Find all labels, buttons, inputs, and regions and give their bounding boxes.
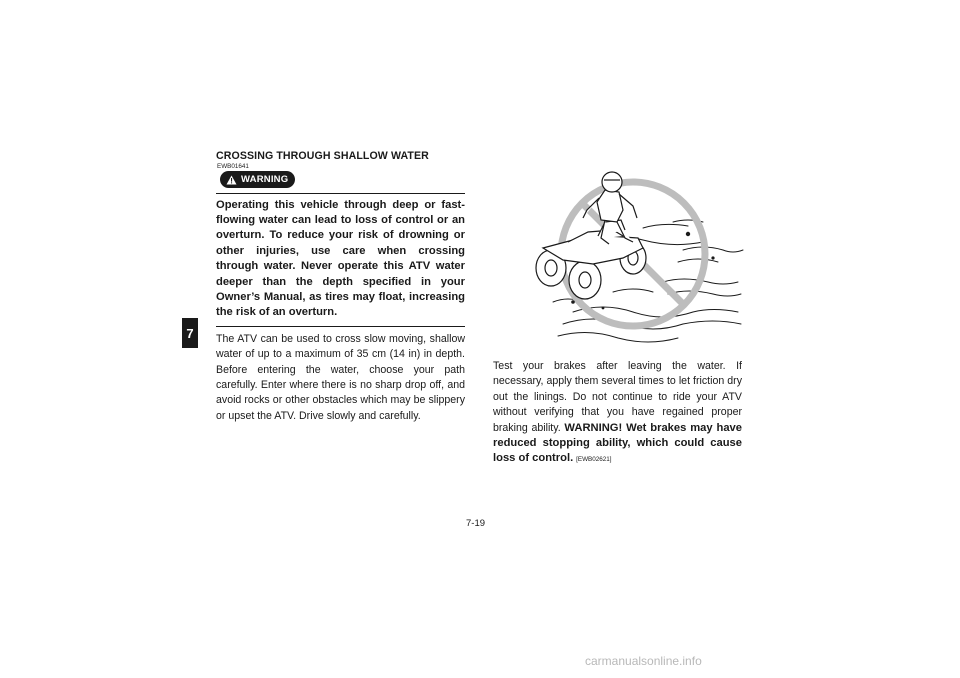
right-column — [493, 359, 742, 468]
atv-crossing-water-illustration — [513, 162, 747, 354]
body-paragraph: The ATV can be used to cross slow moving, shallow water of up to a maximum of 35 cm (14 in) in depth. Before entering the water, choose your path carefully. Enter where there is no sharp drop off, and avoid rocks or other obstacles which may be slippery or upset the ATV. Drive slowly and carefully. — [216, 332, 465, 422]
warning-top-rule — [216, 193, 465, 194]
warning-badge — [220, 171, 295, 188]
watermark-link[interactable]: carmanualsonline.info — [585, 654, 702, 668]
left-column — [216, 150, 465, 424]
brake-text: Test your brakes after leaving the water. If necessary, apply them several times to let friction dry out the linings. Do not continue to ride your ATV without verifying that you have regained proper braking ability. — [493, 360, 742, 434]
warning-code: EWB01641 — [217, 163, 249, 170]
brake-paragraph — [493, 359, 742, 468]
page-number: 7-19 — [466, 518, 486, 529]
section-title: CROSSING THROUGH SHALLOW WATER — [216, 150, 429, 162]
inline-warning: WARNING! Wet brakes may have reduced stopping ability, which could cause loss of control. — [493, 421, 742, 465]
warning-text: Operating this vehicle through deep or fast-flowing water can lead to loss of control or an overturn. To reduce your risk of drowning or other injuries, use care when crossing through water. Never operate this ATV water deeper than the depth specified in your Owner’s Manual, as tires may float, increasing the risk of an overturn. — [216, 198, 465, 319]
warning-bottom-rule — [216, 326, 465, 327]
warning-triangle-icon — [226, 175, 237, 185]
inline-code: [EWB02621] — [576, 456, 612, 464]
chapter-tab: 7 — [182, 318, 198, 348]
warning-label: WARNING — [241, 174, 289, 185]
